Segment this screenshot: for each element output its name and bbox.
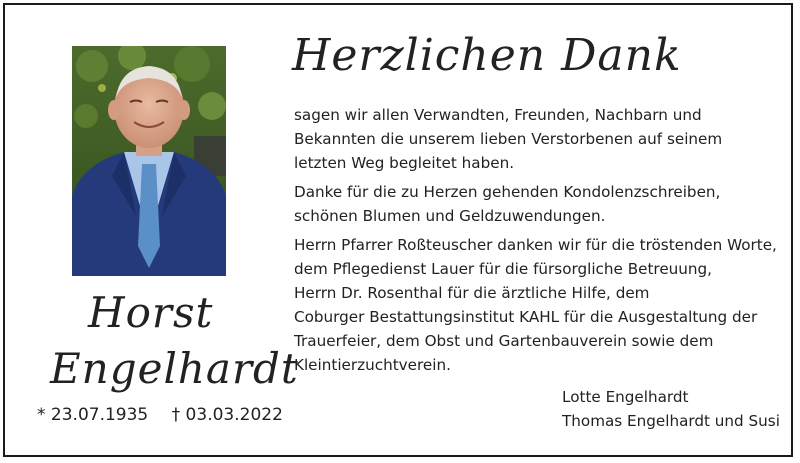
- text-line: Herrn Dr. Rosenthal für die ärztliche Hilfe, dem: [294, 284, 650, 302]
- signature-line: Thomas Engelhardt und Susi: [562, 412, 780, 430]
- text-line: schönen Blumen und Geldzuwendungen.: [294, 207, 606, 225]
- signature-line: Lotte Engelhardt: [562, 388, 689, 406]
- thanks-paragraph-1: [294, 103, 722, 175]
- text-line: Herrn Pfarrer Roßteuscher danken wir für die tröstenden Worte,: [294, 236, 777, 254]
- text-line: sagen wir allen Verwandten, Freunden, Nachbarn und: [294, 106, 702, 124]
- text-line: dem Pflegedienst Lauer für die fürsorgliche Betreuung,: [294, 260, 713, 278]
- text-line: Trauerfeier, dem Obst und Gartenbauverein sowie dem: [294, 332, 714, 350]
- deceased-first-name: Horst: [88, 288, 214, 337]
- text-line: letzten Weg begleitet haben.: [294, 154, 515, 172]
- thanks-paragraph-3: [294, 233, 777, 377]
- notice-heading: Herzlichen Dank: [292, 30, 682, 81]
- text-line: Bekannten die unserem lieben Verstorbenen auf seinem: [294, 130, 723, 148]
- text-line: Danke für die zu Herzen gehenden Kondolenzschreiben,: [294, 183, 721, 201]
- death-date: † 03.03.2022: [171, 405, 283, 425]
- birth-date: * 23.07.1935: [37, 405, 149, 425]
- portrait-photo: [72, 46, 226, 276]
- thanks-paragraph-2: [294, 180, 720, 228]
- deceased-last-name: Engelhardt: [50, 344, 299, 393]
- text-line: Kleintierzuchtverein.: [294, 356, 451, 374]
- signatures: [562, 385, 780, 433]
- text-line: Coburger Bestattungsinstitut KAHL für die Ausgestaltung der: [294, 308, 758, 326]
- life-dates: [37, 405, 301, 425]
